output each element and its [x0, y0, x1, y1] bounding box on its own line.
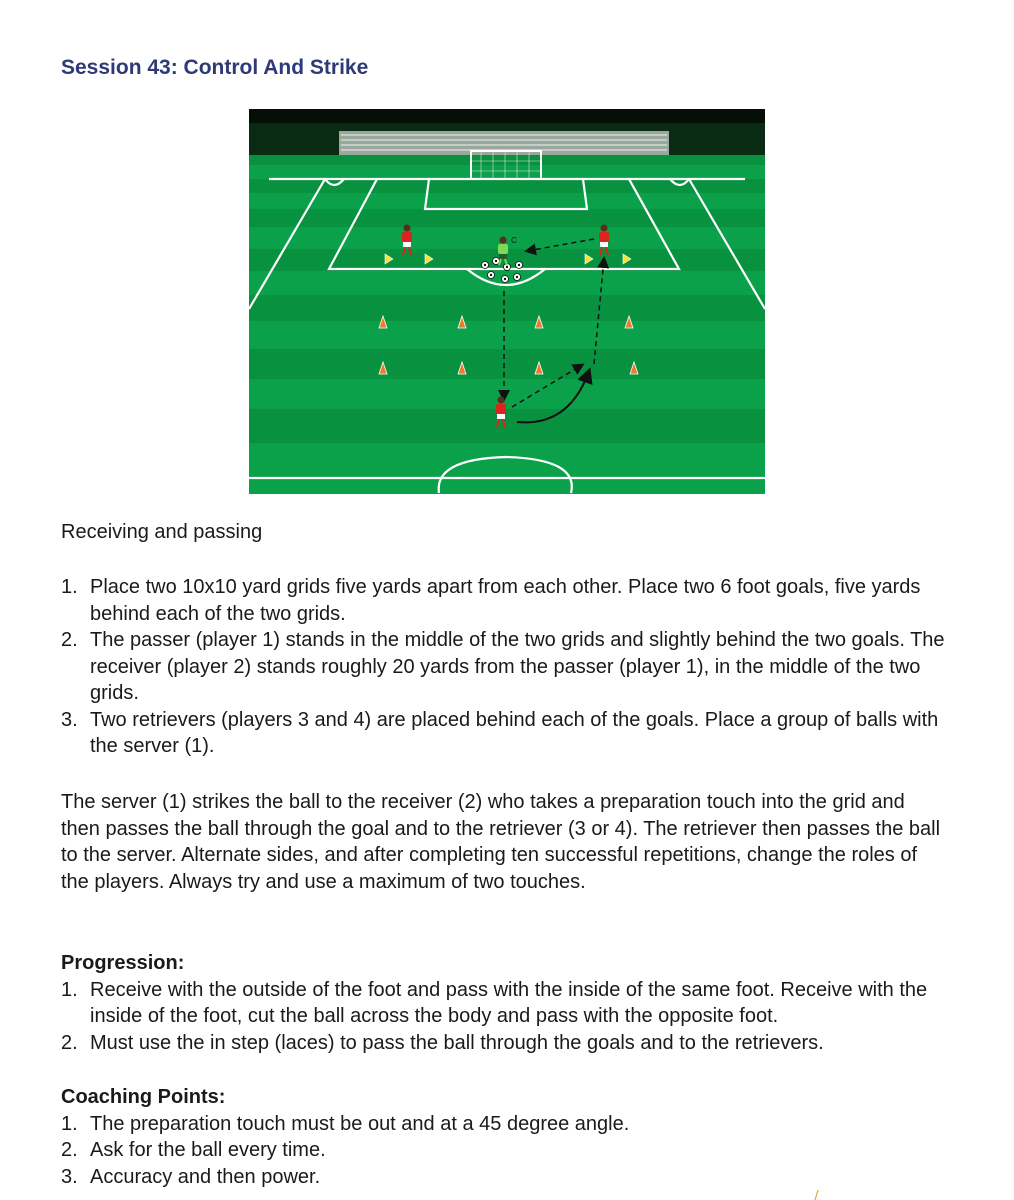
grass-field	[249, 155, 765, 494]
progression-item	[61, 1030, 961, 1057]
item-number: 1.	[61, 1112, 78, 1135]
item-text: Must use the in step (laces) to pass the ball through the goals and to the retrievers.	[90, 1031, 824, 1054]
description-paragraph: The server (1) strikes the ball to the receiver (2) who takes a preparation touch into the grid and then passes the ball through the goal and to the retriever (3 or 4). The retriever then passes the ball to the server. Alternate sides, and after completing ten successful repetitions, change the roles of the players. Always try and use a maximum of two touches.	[61, 791, 941, 893]
item-text: Accuracy and then power.	[90, 1165, 321, 1188]
step-text: Place two 10x10 yard grids five yards apart from each other. Place two 6 foot goals, five yards behind each of the two grids.	[90, 576, 921, 625]
setup-step	[61, 627, 961, 707]
item-number: 1.	[61, 978, 78, 1001]
step-text: The passer (player 1) stands in the middle of the two grids and slightly behind the two goals. The receiver (player 2) stands roughly 20 yards from the passer (player 1), in the middle of the two grids.	[90, 629, 945, 704]
setup-step	[61, 707, 961, 760]
intro-text: Receiving and passing	[61, 521, 263, 543]
step-number: 1.	[61, 576, 78, 598]
progression-section	[61, 950, 961, 1056]
coaching-list	[61, 1111, 961, 1191]
coaching-item	[61, 1164, 961, 1191]
item-text: Receive with the outside of the foot and pass with the inside of the same foot. Receive with the inside of the foot, cut the ball across the body and pass with the opposite foot.	[90, 978, 928, 1027]
step-number: 2.	[61, 629, 78, 651]
progression-heading: Progression:	[61, 952, 185, 974]
item-text: The preparation touch must be out and at a 45 degree angle.	[90, 1112, 630, 1135]
player-label: C	[511, 236, 517, 245]
coaching-heading: Coaching Points:	[61, 1086, 226, 1108]
progression-item	[61, 977, 961, 1030]
item-number: 2.	[61, 1139, 78, 1161]
item-number: 2.	[61, 1031, 78, 1054]
step-text: Two retrievers (players 3 and 4) are placed behind each of the goals. Place a group of balls with the server (1).	[90, 708, 939, 757]
page-tick-mark	[812, 1190, 820, 1200]
step-number: 3.	[61, 708, 78, 731]
setup-step	[61, 574, 961, 627]
pitch-diagram	[249, 109, 765, 494]
session-title: Session 43: Control And Strike	[61, 56, 369, 79]
coaching-section	[61, 1084, 961, 1190]
item-text: Ask for the ball every time.	[90, 1139, 326, 1161]
pitch-svg	[249, 109, 765, 494]
setup-steps	[61, 574, 961, 760]
item-number: 3.	[61, 1165, 78, 1188]
coaching-item	[61, 1111, 961, 1138]
coaching-item	[61, 1137, 961, 1164]
progression-list	[61, 977, 961, 1057]
